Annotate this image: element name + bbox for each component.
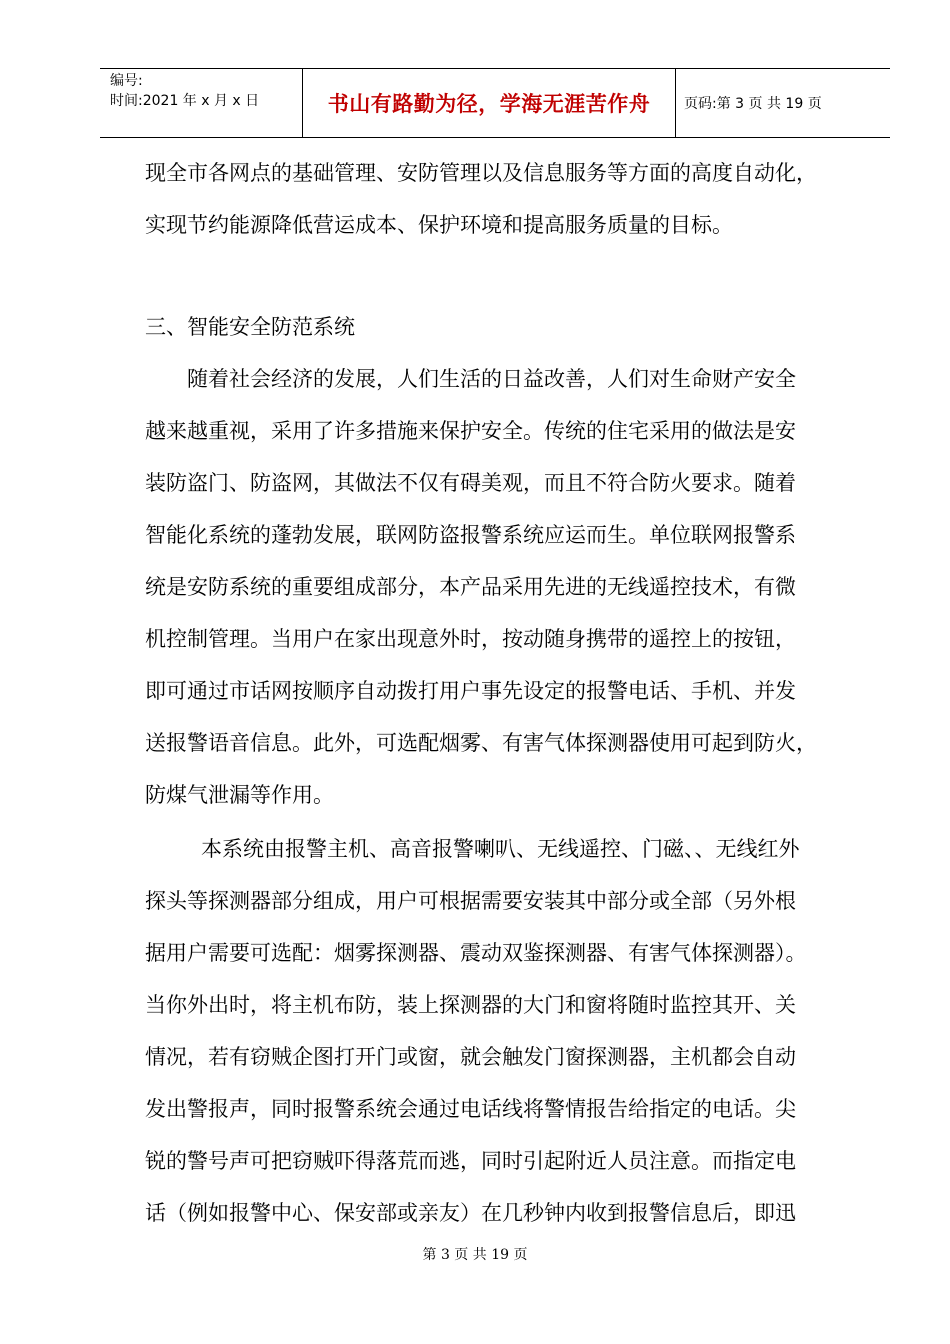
paragraph-line: 随着社会经济的发展，人们生活的日益改善，人们对生命财产安全 bbox=[187, 367, 796, 391]
paragraph-line: 探头等探测器部分组成，用户可根据需要安装其中部分或全部（另外根 bbox=[145, 889, 796, 913]
paragraph-line: 情况，若有窃贼企图打开门或窗，就会触发门窗探测器，主机都会自动 bbox=[145, 1045, 796, 1069]
header-page-cell bbox=[676, 69, 890, 137]
paragraph-line: 统是安防系统的重要组成部分，本产品采用先进的无线遥控技术，有微 bbox=[145, 575, 796, 599]
time-label: 时间:2021 年 x 月 x 日 bbox=[110, 93, 260, 109]
page-footer bbox=[0, 1244, 950, 1264]
header-motto: 书山有路勤为径，学海无涯苦作舟 bbox=[327, 92, 651, 116]
paragraph-line: 防煤气泄漏等作用。 bbox=[145, 783, 334, 807]
paragraph-line: 智能化系统的蓬勃发展，联网防盗报警系统应运而生。单位联网报警系 bbox=[145, 523, 796, 547]
paragraph-line: 装防盗门、防盗网，其做法不仅有碍美观，而且不符合防火要求。随着 bbox=[145, 471, 796, 495]
paragraph-line: 即可通过市话网按顺序自动拨打用户事先设定的报警电话、手机、并发 bbox=[145, 679, 796, 703]
header-page-label: 页码:第 3 页 共 19 页 bbox=[684, 96, 822, 112]
paragraph-line: 越来越重视，采用了许多措施来保护安全。传统的住宅采用的做法是安 bbox=[145, 419, 796, 443]
header-meta bbox=[100, 69, 302, 137]
header-motto-cell bbox=[302, 69, 676, 137]
paragraph-line: 话（例如报警中心、保安部或亲友）在几秒钟内收到报警信息后，即迅 bbox=[145, 1201, 796, 1225]
number-label: 编号: bbox=[110, 73, 143, 89]
paragraph-line: 本系统由报警主机、高音报警喇叭、无线遥控、门磁、、无线红外 bbox=[201, 837, 800, 861]
paragraph-line: 据用户需要可选配：烟雾探测器、震动双鉴探测器、有害气体探测器）。 bbox=[145, 941, 807, 965]
paragraph-line: 锐的警号声可把窃贼吓得落荒而逃，同时引起附近人员注意。而指定电 bbox=[145, 1149, 796, 1173]
paragraph-line: 发出警报声，同时报警系统会通过电话线将警情报告给指定的电话。尖 bbox=[145, 1097, 796, 1121]
paragraph-2 bbox=[145, 823, 855, 1239]
document-body bbox=[145, 147, 855, 1239]
intro-line: 实现节约能源降低营运成本、保护环境和提高服务质量的目标。 bbox=[145, 213, 733, 237]
paragraph-line: 机控制管理。当用户在家出现意外时，按动随身携带的遥控上的按钮， bbox=[145, 627, 796, 651]
section-title: 三、智能安全防范系统 bbox=[145, 315, 355, 339]
intro-line: 现全市各网点的基础管理、安防管理以及信息服务等方面的高度自动化， bbox=[145, 161, 817, 185]
document-header bbox=[100, 68, 890, 138]
paragraph-line: 当你外出时，将主机布防，装上探测器的大门和窗将随时监控其开、关 bbox=[145, 993, 796, 1017]
footer-page-number: 第 3 页 共 19 页 bbox=[422, 1247, 528, 1263]
paragraph-1 bbox=[145, 353, 855, 821]
paragraph-line: 送报警语音信息。此外，可选配烟雾、有害气体探测器使用可起到防火， bbox=[145, 731, 817, 755]
